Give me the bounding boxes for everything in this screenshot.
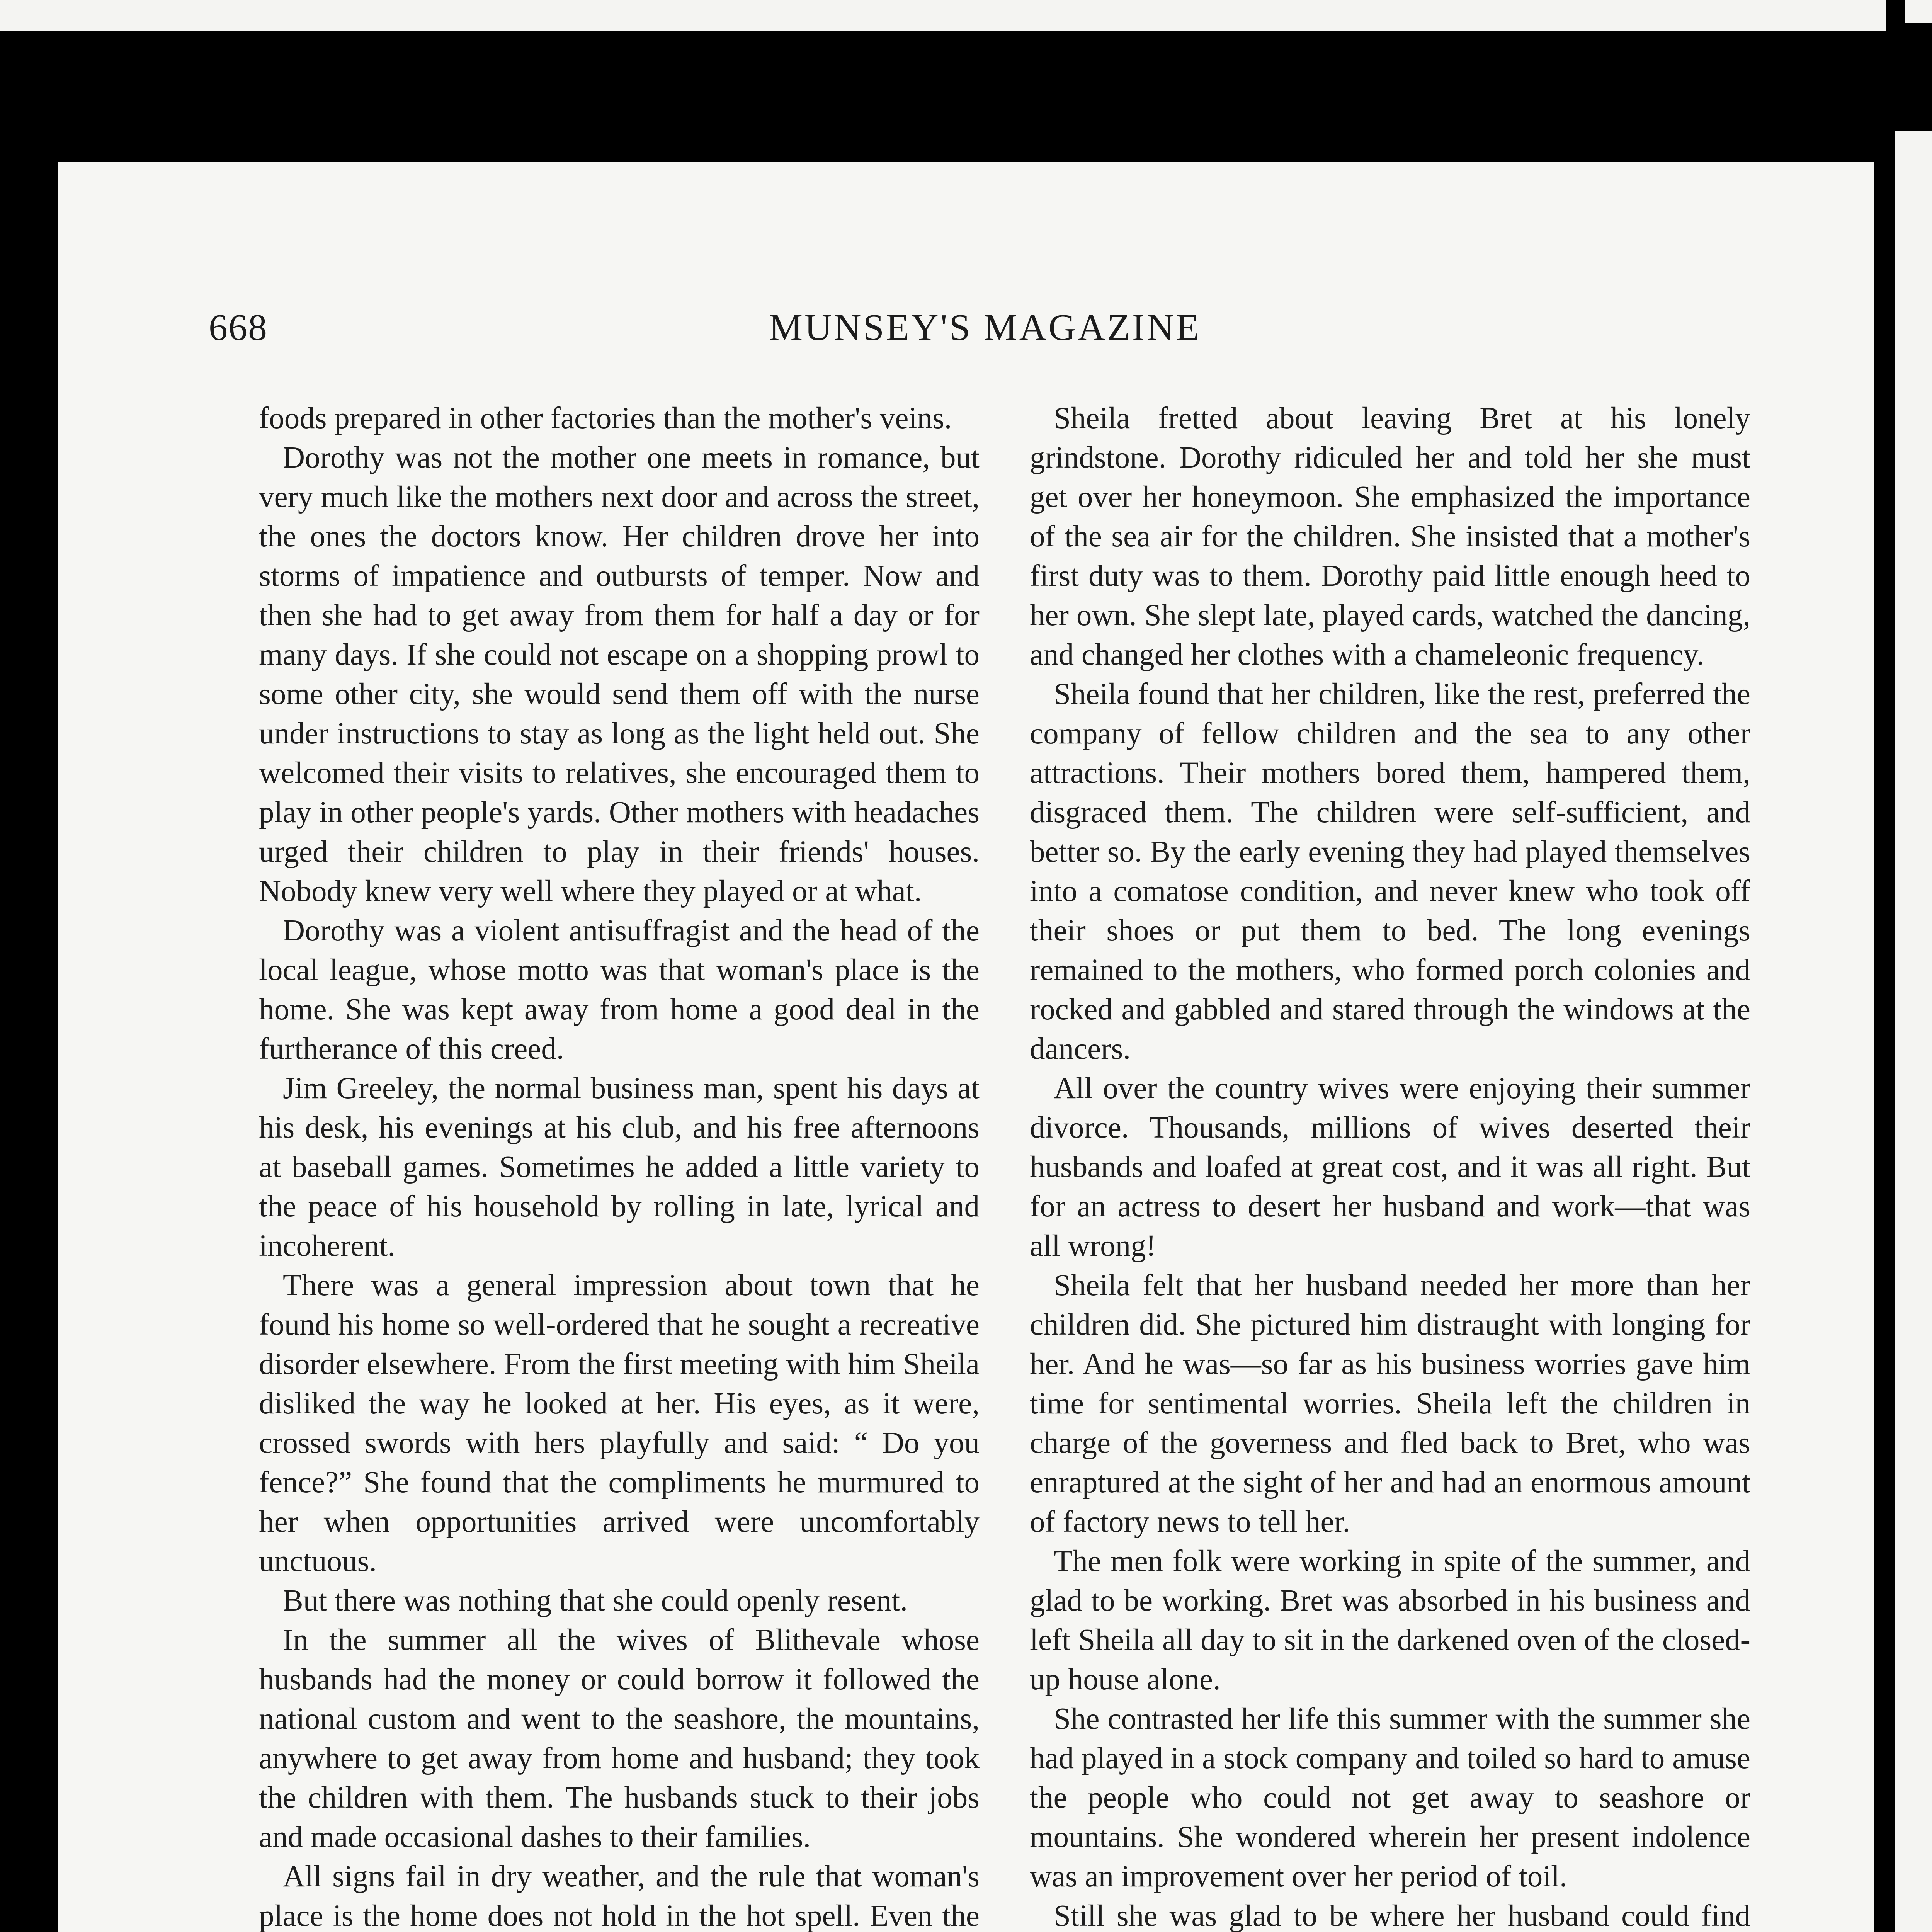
- paragraph: Sheila fretted about leaving Bret at his lonely grindstone. Dorothy ridiculed her and told her she must get over her honeymoon. She emphasized the importance of the sea air for the children. She insisted that a mother's first duty was to them. Dorothy paid little enough heed to her own. She slept late, played cards, watched the dancing, and changed her clothes with a chameleonic frequency.: [1030, 401, 1750, 672]
- paragraph: Sheila felt that her husband needed her more than her children did. She pictured him distraught with longing for her. And he was—so far as his business worries gave him time for sentimental worries. Sheila left the children in charge of the governess and fled back to Bret, who was enraptured at the sight of her and had an enormous amount of factory news to tell her.: [1030, 1269, 1750, 1539]
- previous-sheet-edge: [0, 0, 1886, 31]
- paragraph: The men folk were working in spite of the summer, and glad to be working. Bret was absorbed in his business and left Sheila all day to sit in the darkened oven of the closed-up house alone.: [1030, 1544, 1750, 1696]
- paragraph: Sheila found that her children, like the rest, preferred the company of fellow children and the sea to any other attractions. Their mothers bored them, hampered them, disgraced them. The children were self-sufficient, and better so. By the early evening they had played themselves into a comatose condition, and never knew who took off their shoes or put them to bed. The long evenings remained to the mothers, who formed porch colonies and rocked and gabbled and stared through the windows at the dancers.: [1030, 677, 1750, 1066]
- paragraph: But there was nothing that she could openly resent.: [283, 1584, 908, 1617]
- paragraph: Jim Greeley, the normal business man, spent his days at his desk, his evenings at his club, and his free afternoons at baseball games. Sometimes he added a little variety to the peace of his household by rolling in late, lyrical and incoherent.: [259, 1071, 980, 1263]
- paragraph: There was a general impression about town that he found his home so well-ordered that he sought a recreative disorder elsewhere. From the first meeting with him Sheila disliked the way he looked at her. His eyes, as it were, crossed swords with hers playfully and said: “ Do you fence?” She found that the compliments he murmured to her when opportunities arrived were uncomfortably unctuous.: [259, 1269, 980, 1578]
- paragraph-last: [1030, 1896, 1750, 1932]
- running-head: MUNSEY'S MAGAZINE: [769, 307, 1201, 349]
- left-column: [259, 399, 980, 1932]
- paragraph: In the summer all the wives of Blithevale whose husbands had the money or could borrow it followed the national custom and went to the seashore, the mountains, anywhere to get away from home and husband; they took the children with them. The husbands stuck to their jobs and made occasional dashes to their families.: [259, 1623, 980, 1854]
- paragraph: She contrasted her life this summer with the summer she had played in a stock company and toiled so hard to amuse the people who could not get away to seashore or mountains. She wondered wherein her present indolence was an improvement over her period of toil.: [1030, 1702, 1750, 1893]
- paragraph: Dorothy was not the mother one meets in romance, but very much like the mothers next door and across the street, the ones the doctors know. Her children drove her into storms of impatience and outbursts of temper. Now and then she had to get away from them for half a day or for many days. If she could not escape on a shopping prowl to some other city, she would send them off with the nurse under instructions to stay as long as the light held out. She welcomed their visits to relatives, she encouraged them to play in other people's yards. Other mothers with headaches urged their children to play in their friends' houses. Nobody knew very well where they played or at what.: [259, 441, 980, 908]
- paragraph: All signs fail in dry weather, and the rule that woman's place is the home does not hold in the hot spell. Even the: [259, 1860, 980, 1932]
- right-column: [1030, 399, 1750, 1932]
- previous-sheet-edge-right: [1905, 0, 1932, 23]
- next-sheet-edge: [1895, 131, 1932, 1932]
- paragraph: foods prepared in other factories than the mother's veins.: [259, 401, 952, 435]
- paragraph: All over the country wives were enjoying their summer divorce. Thousands, millions of wives deserted their husbands and loafed at great cost, and it was all right. But for an actress to desert her husband and work—that was all wrong!: [1030, 1071, 1750, 1263]
- paragraph: Dorothy was a violent antisuffragist and the head of the local league, whose motto was that woman's place is the home. She was kept away from home a good deal in the furtherance of this creed.: [259, 914, 980, 1066]
- text-run: Still she was glad to be where her husband could find: [1054, 1899, 1750, 1932]
- page-number: 668: [209, 307, 268, 349]
